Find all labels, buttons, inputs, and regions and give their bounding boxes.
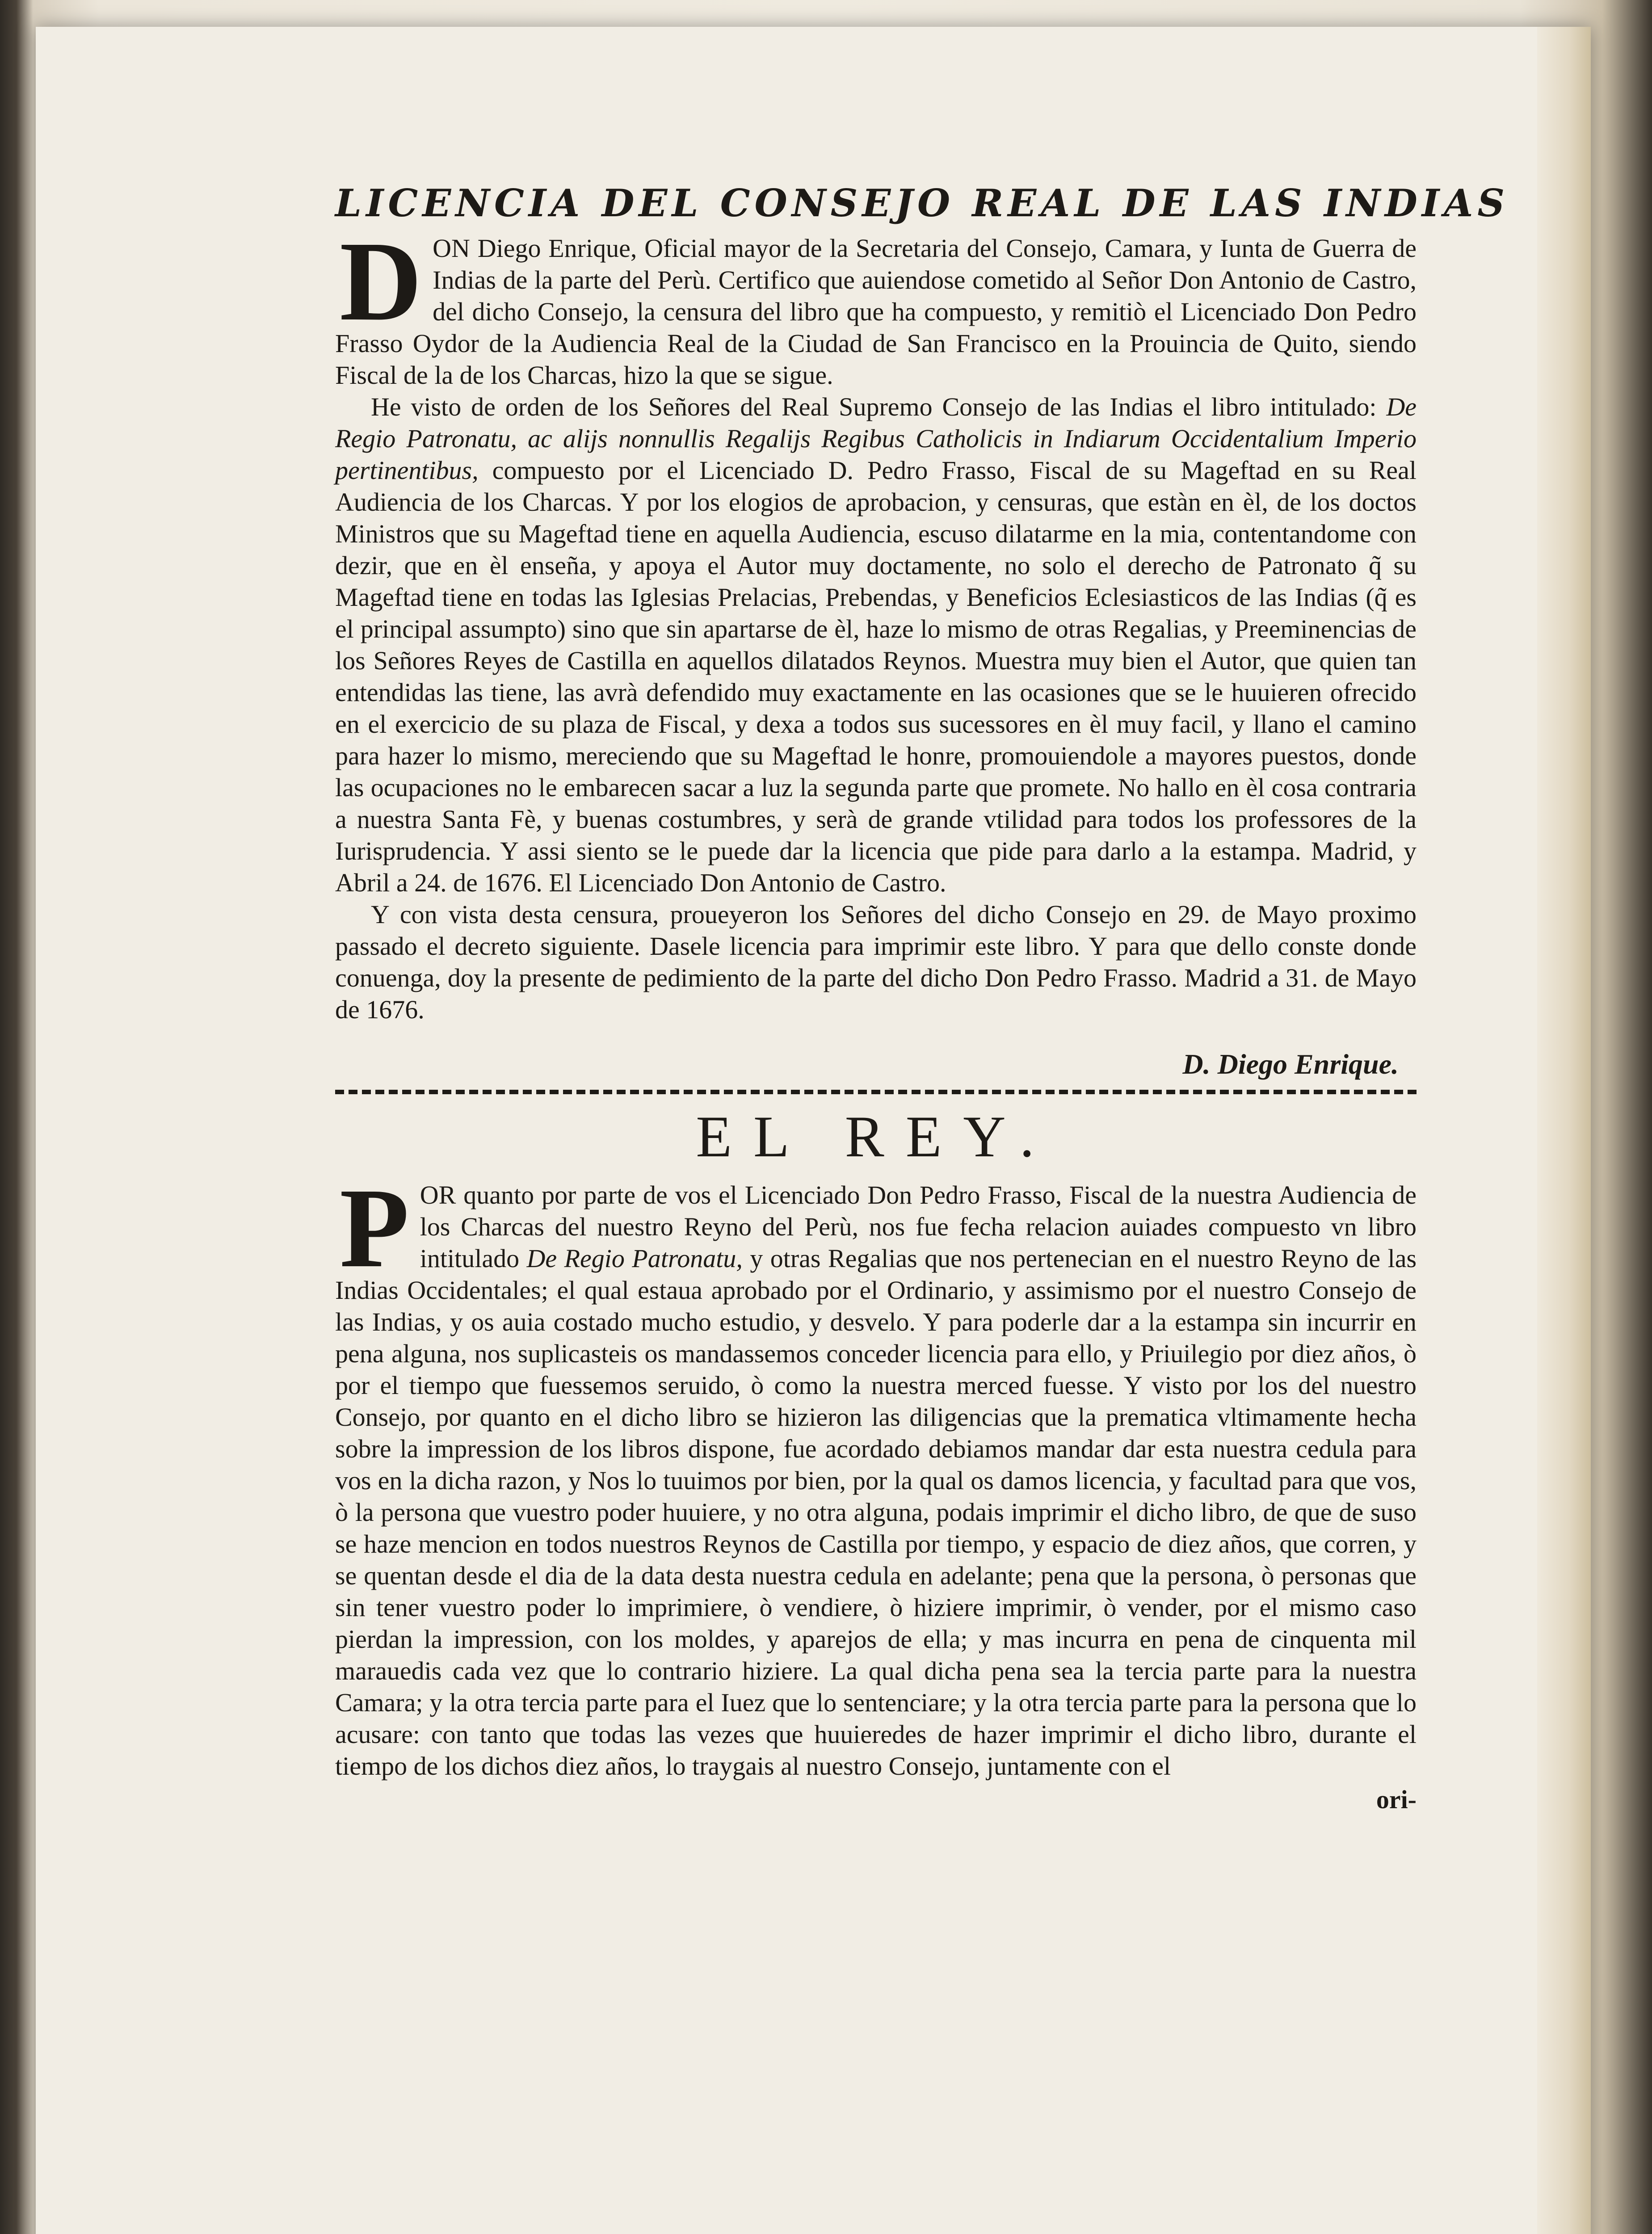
page-edge [1537, 27, 1591, 2234]
censura-start: He visto de orden de los Señores del Real Supremo Consejo de las Indias el libro intitulado: [371, 392, 1377, 421]
rey-paragraph-end: y otras Regalias que nos pertenecian en el nuestro Reyno de las Indias Occidentales; el qual estaua aprobado por el Ordinario, y assimismo por el nuestro Consejo de las Indias, y os auia costado mucho estudio, y desvelo. Y para poderle dar a la estampa sin incurrir en pena alguna, nos suplicasteis os mandassemos conceder licencia para ello, y Priuilegio por diez años, ò por el tiempo que fuessemos seruido, ò como la nuestra merced fuesse. Y visto por los del nuestro Consejo, por quanto en el dicho libro se hizieron las diligencias que la prematica vltimamente hecha sobre la impression de los libros dispone, fue acordado debiamos mandar dar esta nuestra cedula para vos en la dicha razon, y Nos lo tuuimos por bien, por la qual os damos licencia, y facultad para que vos, ò la persona que vuestro poder huuiere, y no otra alguna, podais imprimir el dicho libro, de que de suso se haze mencion en todos nuestros Reynos de Castilla por tiempo, y espacio de diez años, que corren, y se quentan desde el dia de la data desta nuestra cedula en adelante; pena que la persona, ò personas que sin tener vuestro poder lo imprimiere, ò vendiere, ò hiziere imprimir, ò vender, por el mismo caso pierdan la impression, con los moldes, y aparejos de ella; y mas incurra en pena de cinquenta mil marauedis cada vez que lo contrario hiziere. La qual dicha pena sea la tercia parte para la nuestra Camara; y la otra tercia parte para el Iuez que lo sentenciare; y la otra tercia parte para la persona que lo acusare: con tanto que todas las vezes que huuieredes de hazer imprimir el dicho libro, durante el tiempo de los dichos diez años, lo traygais al nuestro Consejo, juntamente con el [335, 1244, 1417, 1780]
license-paragraph-1 [335, 218, 1417, 391]
rey-heading: EL REY. [696, 1104, 1056, 1169]
decree-paragraph: Y con vista desta censura, proueyeron los Señores del dicho Consejo en 29. de Mayo proximo passado el decreto siguiente. Dasele licencia para imprimir este libro. Y para que dello conste donde conuenga, doy la presente de pedimiento de la parte del dicho Don Pedro Frasso. Madrid a 31. de Mayo de 1676. [335, 900, 1417, 1024]
book-title: De Regio Patronatu, ac alijs nonnullis Regalijs Regibus Catholicis in Indiarum Occidentalium Imperio pertinentibus, [335, 392, 1417, 485]
rey-paragraph [335, 1165, 1417, 1782]
censura-paragraph [335, 391, 1417, 899]
signature: D. Diego Enrique. [1182, 1048, 1399, 1080]
censura-end: compuesto por el Licenciado D. Pedro Frasso, Fiscal de su Mageftad en su Real Audiencia de los Charcas. Y por los elogios de aprobacion, y censuras, que estàn en èl, de los doctos Ministros que su Mageftad tiene en aquella Audiencia, escuso dilatarme en la mia, contentandome con dezir, que en èl enseña, y apoya el Autor muy doctamente, no solo el derecho de Patronato q̃ su Mageftad tiene en todas las Iglesias Prelacias, Prebendas, y Beneficios Eclesiasticos de las Indias (q̃ es el principal assumpto) sino que sin apartarse de èl, haze lo mismo de otras Regalias, y Preeminencias de los Señores Reyes de Castilla en aquellos dilatados Reynos. Muestra muy bien el Autor, que quien tan entendidas las tiene, las avrà defendido muy exactamente en las ocasiones que se le huuieren ofrecido en el exercicio de su plaza de Fiscal, y dexa a todos sus sucessores en èl muy facil, y llano el camino para hazer lo mismo, mereciendo que su Mageftad le honre, promouiendole a mayores puestos, donde las ocupaciones no le embarecen sacar a luz la segunda parte que promete. No hallo en èl cosa contraria a nuestra Santa Fè, y buenas costumbres, y serà de grande vtilidad para todos los professores de la Iurisprudencia. Y assi siento se le puede dar la licencia que pide para darlo a la estampa. Madrid, y Abril a 24. de 1676. El Licenciado Don Antonio de Castro. [335, 456, 1417, 897]
dashed-divider [335, 1090, 1417, 1094]
license-paragraph-1-text: ON Diego Enrique, Oficial mayor de la Secretaria del Consejo, Camara, y Iunta de Guerra de Indias de la parte del Perù. Certifico que auiendose cometido al Señor Don Antonio de Castro, del dicho Consejo, la censura del libro que ha compuesto, y remitiò el Licenciado Don Pedro Frasso Oydor de la Audiencia Real de la Ciudad de San Francisco en la Prouincia de Quito, siendo Fiscal de la de los Charcas, hizo la que se sigue. [335, 234, 1417, 390]
license-heading: LICENCIA DEL CONSEJO REAL DE LAS INDIAS [335, 181, 1509, 225]
rey-book-title: De Regio Patronatu, [526, 1244, 743, 1273]
dropcap-d: D [340, 218, 422, 344]
page-text [335, 179, 1509, 1814]
catchword: ori- [1376, 1785, 1417, 1814]
rey-paragraph-start: OR quanto por parte de vos el Licenciado Don Pedro Frasso, Fiscal de la nuestra Audiencia de los Charcas del nuestro Reyno del Perù, nos fue fecha relacion auiades compuesto vn libro intitulado [420, 1180, 1417, 1273]
dropcap-p: P [340, 1165, 409, 1291]
